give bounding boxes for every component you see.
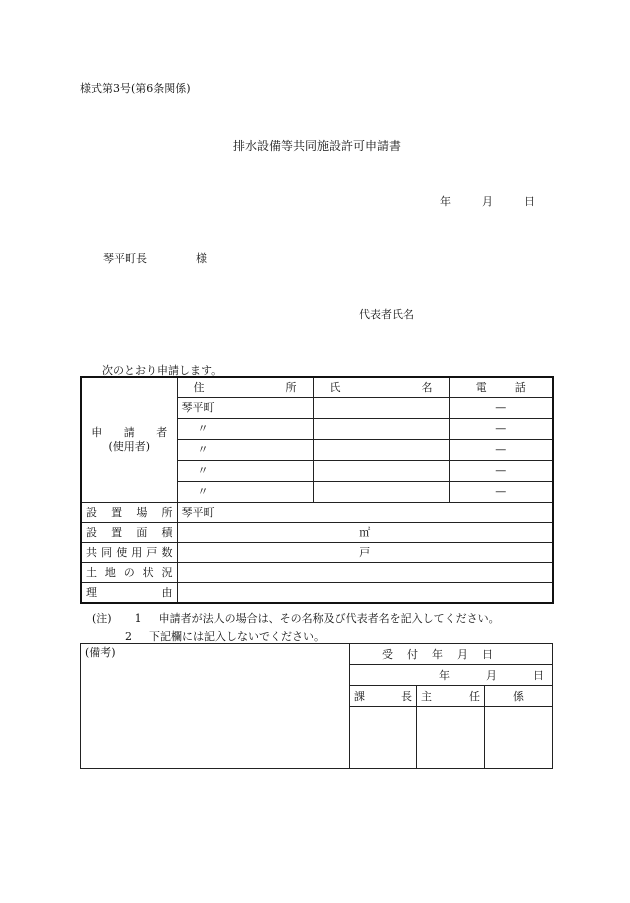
application-table [80, 376, 554, 604]
applicant-sub: (使用者) [108, 440, 151, 454]
section-chief-stamp[interactable] [350, 707, 417, 769]
location-label: 設 置 場 所 [81, 502, 177, 522]
reason-label: 理 由 [81, 582, 177, 603]
intro-text: 次のとおり申請します。 [102, 364, 223, 377]
reception-year: 年 [439, 668, 451, 682]
land-value[interactable] [177, 562, 553, 582]
location-value[interactable]: 琴平町 [177, 502, 553, 522]
note-1-text: 申請者が法人の場合は、その名称及び代表者名を記入してください。 [158, 612, 500, 625]
office-use-table [80, 643, 553, 769]
remarks-label: (備考) [85, 646, 116, 659]
date-year-label: 年 [440, 195, 451, 208]
section-chief-label: 課 長 [350, 686, 417, 707]
reason-value[interactable] [177, 582, 553, 603]
row5-phone[interactable]: — [449, 481, 553, 502]
row5-address[interactable]: 〃 [177, 481, 313, 502]
area-label: 設 置 面 積 [81, 522, 177, 542]
households-value[interactable]: 戸 [177, 542, 553, 562]
reception-day: 日 [533, 668, 545, 682]
households-label: 共 同 使 用 戸 数 [81, 542, 177, 562]
form-title: 排水設備等共同施設許可申請書 [233, 139, 402, 153]
header-phone: 電 話 [449, 377, 553, 397]
addressee-honorific: 様 [196, 252, 207, 265]
row3-name[interactable] [313, 439, 449, 460]
supervisor-label: 主 任 [417, 686, 485, 707]
row3-address[interactable]: 〃 [177, 439, 313, 460]
row4-phone[interactable]: — [449, 460, 553, 481]
addressee-name: 琴平町長 [103, 252, 147, 265]
row4-address[interactable]: 〃 [177, 460, 313, 481]
note-2-num: 2 [125, 630, 132, 643]
remarks-cell[interactable] [81, 644, 350, 769]
row5-name[interactable] [313, 481, 449, 502]
note-label: (注) [92, 612, 112, 625]
row1-name[interactable] [313, 397, 449, 418]
note-2 [125, 628, 325, 644]
applicant-cell [81, 377, 177, 502]
header-name: 氏 名 [313, 377, 449, 397]
staff-label: 係 [485, 686, 553, 707]
row4-name[interactable] [313, 460, 449, 481]
supervisor-stamp[interactable] [417, 707, 485, 769]
area-value[interactable]: ㎡ [177, 522, 553, 542]
note-1-num: 1 [134, 612, 142, 625]
row3-phone[interactable]: — [449, 439, 553, 460]
land-label: 土 地 の 状 況 [81, 562, 177, 582]
form-number: 様式第3号(第6条関係) [80, 82, 191, 95]
representative-label: 代表者氏名 [359, 308, 414, 321]
staff-stamp[interactable] [485, 707, 553, 769]
row2-phone[interactable]: — [449, 418, 553, 439]
row2-name[interactable] [313, 418, 449, 439]
applicant-label: 申 請 者 [91, 426, 168, 440]
row1-phone[interactable]: — [449, 397, 553, 418]
note-2-text: 下記欄には記入しないでください。 [149, 630, 325, 643]
date-line [440, 193, 535, 209]
reception-date-cell[interactable] [350, 665, 553, 686]
header-address: 住 所 [177, 377, 313, 397]
row1-address[interactable]: 琴平町 [177, 397, 313, 418]
date-month-label: 月 [482, 195, 493, 208]
reception-cell: 受 付 年 月 日 [350, 644, 553, 665]
note-1 [92, 610, 500, 626]
row2-address[interactable]: 〃 [177, 418, 313, 439]
reception-month: 月 [486, 668, 498, 682]
date-day-label: 日 [524, 195, 535, 208]
